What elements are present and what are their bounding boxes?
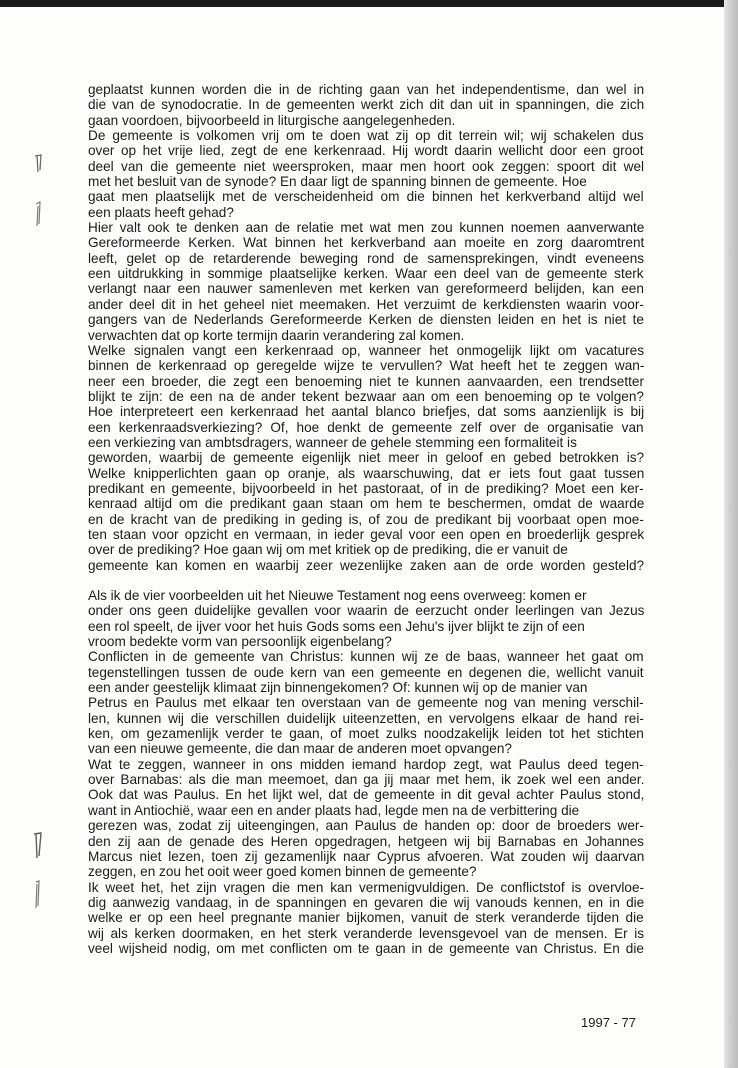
paragraph [88,649,644,756]
text-line: kenraad altijd om die predikant gaan staan om hem te beschermen, omdat de waarde [88,496,645,512]
text-line: vroom bedekte vorm van persoonlijk eigenbelang? [88,634,392,650]
paragraph [88,128,644,220]
text-line: De gemeente is volkomen vrij om te doen wat zij op dit terrein wil; wij schakelen dus [88,128,644,144]
text-line: deel van die gemeente niet weersproken, maar men hoort ook zeggen: spoort dit wel [88,158,645,174]
paragraph [88,757,644,880]
text-line: neer een broeder, die zegt een benoeming niet te kunnen aanvaarden, een trendsetter [88,373,644,389]
text-line: Marcus niet lezen, toen zij gezamenlijk naar Cyprus afvoeren. Wat zouden wij daarvan [88,848,645,864]
paragraph [88,588,644,649]
text-line: Hier valt ook te denken aan de relatie met wat men zou kunnen noemen aanverwante [88,220,645,236]
text-line: die van de synodocratie. In de gemeenten werkt zich dit dan uit in spanningen, die zich [88,97,645,113]
page-number: 1997 - 77 [581,1015,636,1030]
text-line: over Barnabas: als die man meemoet, dan ga jij maar met hem, ik zoek wel een ander. [88,772,645,788]
text-line: onder ons geen duidelijke gevallen voor waarin de eerzucht onder leerlingen van Jezus [88,603,645,619]
text-line: ander deel dit in het geheel niet meemaken. Het verzuimt de kerkdiensten waarin voor- [88,296,644,312]
text-line: gemeente kan komen en waarbij zeer wezenlijke zaken aan de orde worden gesteld? [88,557,645,573]
text-line: den zij aan de genade des Heren opgedragen, hetgeen wij bij Barnabas en Johannes [88,833,644,849]
text-line: met het besluit van de synode? En daar ligt de spanning binnen de gemeente. Hoe [88,174,587,190]
margin-pencil-mark-2 [30,830,46,920]
text-line: binnen de kerkenraad op geregelde wijze te vervullen? Wat heeft het te zeggen wan- [88,358,645,374]
text-line: predikant en gemeente, bijvoorbeeld in het pastoraat, of in de prediking? Moet een ker- [88,480,644,496]
text-line: Als ik de vier voorbeelden uit het Nieuwe Testament nog eens overweeg: komen er [88,588,587,603]
scan-top-edge [0,0,738,7]
paragraph [88,880,644,957]
text-line: over de prediking? Hoe gaan wij om met kritiek op de prediking, die er vanuit de [88,542,568,558]
text-line: welke er op een heel pregnante manier bijkomen, vanuit de sterk veranderde tijden die [88,910,644,926]
text-line: Petrus en Paulus met elkaar ten overstaan van de gemeente nog van mening verschil- [88,695,644,711]
body-text [88,82,644,956]
text-line: een ander geestelijk klimaat zijn binnengekomen? Of: kunnen wij op de manier van [88,680,588,696]
text-line: Conflicten in de gemeente van Christus: kunnen wij ze de baas, wanneer het gaat om [88,649,644,665]
text-line: wij als kerken doormaken, en het sterk veranderde levensgevoel van de mensen. Er is [88,925,645,941]
paragraph [88,82,644,128]
text-line: een uitdrukking in sommige plaatselijke kerken. Waar een deel van de gemeente sterk [88,266,644,282]
text-line: een rol speelt, de ijver voor het huis Gods soms een Jehu's ijver blijkt te zijn of een [88,618,585,634]
text-line: ten staan voor opzicht en vermaan, in ieder geval voor een open en broederlijk gesprek [88,526,645,542]
text-line: leeft, gelet op de retarderende beweging rond de samensprekingen, vindt eveneens [88,250,645,266]
text-line: dig aanwezig vandaag, in de spanningen en gevaren die wij vanouds kennen, en in die [88,894,645,910]
text-line: over op het vrije lied, zegt de ene kerkenraad. Hij wordt daarin wellicht door een groot [88,143,644,159]
text-line: zeggen, en zou het ooit weer goed komen binnen de gemeente? [88,864,477,880]
text-line: veel wijsheid nodig, om met conflicten om te gaan in de gemeente van Christus. En die [88,940,644,956]
text-line: Ook dat was Paulus. En het lijkt wel, dat de gemeente in dit geval achter Paulus stond, [88,787,645,803]
paragraph [88,404,644,465]
paragraph [88,343,644,404]
text-line: een kerkenraadsverkiezing? Of, hoe denkt de gemeente zelf over de organisatie van [88,419,644,435]
text-line: len, kunnen wij die verschillen duidelijk uiteenzetten, en vervolgens elkaar de hand rei- [88,710,644,726]
text-line: een plaats heeft gehad? [88,204,234,220]
text-line: en de kracht van de prediking in geding is, of zou de predikant bij voorbaat open moe- [88,511,644,527]
text-line: Gereformeerde Kerken. Wat binnen het kerkverband aan moeite en zorg daaromtrent [88,235,645,251]
paragraph [88,220,644,343]
text-line: geplaatst kunnen worden die in de richting gaan van het independentisme, dan wel in [88,82,645,97]
margin-pencil-mark-1 [32,152,46,242]
text-line: ken, om gezamenlijk verder te gaan, of moet zulks noodzakelijk leiden tot het stichten [88,726,644,742]
text-line: verwachten dat op korte termijn daarin verandering zal komen. [88,327,465,343]
text-line: tegenstellingen tussen de oude kern van een gemeente en degenen die, wellicht vanuit [88,664,644,680]
text-line: Welke signalen vangt een kerkenraad op, wanneer het onmogelijk lijkt om vacatures [88,342,645,358]
text-line: gerezen was, zodat zij uiteengingen, aan Paulus de handen op: door de broeders wer- [88,818,644,834]
paragraph [88,466,644,573]
text-line: geworden, waarbij de gemeente eigenlijk niet meer in geloof en gebed betrokken is? [88,450,645,466]
section-gap [88,573,644,588]
text-line: want in Antiochië, waar een en ander plaats had, legde men na de verbittering die [88,802,580,818]
text-line: verlangt naar een nauwer samenleven met kerken van gereformeerd belijden, kan een [88,281,644,297]
text-line: gangers van de Nederlands Gereformeerde Kerken de diensten leiden en het is niet te [88,312,644,328]
text-line: van een nieuwe gemeente, die dan maar de anderen moet opvangen? [88,741,512,757]
text-line: Hoe interpreteert een kerkenraad het aantal blanco briefjes, dat soms aanzienlijk is bij [88,404,645,420]
text-line: Wat te zeggen, wanneer in ons midden iemand hardop zegt, wat Paulus deed tegen- [88,756,644,772]
text-line: een verkiezing van ambtsdragers, wanneer de gehele stemming een formaliteit is [88,434,577,450]
scan-right-edge [724,0,738,1068]
text-line: blijkt te zijn: de een na de ander tekent bezwaar aan om een benoeming op te volgen? [88,388,644,404]
text-line: Ik weet het, het zijn vragen die men kan vermenigvuldigen. De conflictstof is overvloe- [88,879,645,895]
text-line: gaat men plaatselijk met de verscheidenheid om die binnen het kerkverband altijd wel [88,189,644,205]
text-line: gaan voordoen, bijvoorbeeld in liturgische aangelegenheden. [88,112,456,128]
text-line: Welke knipperlichten gaan op oranje, als waarschuwing, dat er iets fout gaat tussen [88,465,645,481]
